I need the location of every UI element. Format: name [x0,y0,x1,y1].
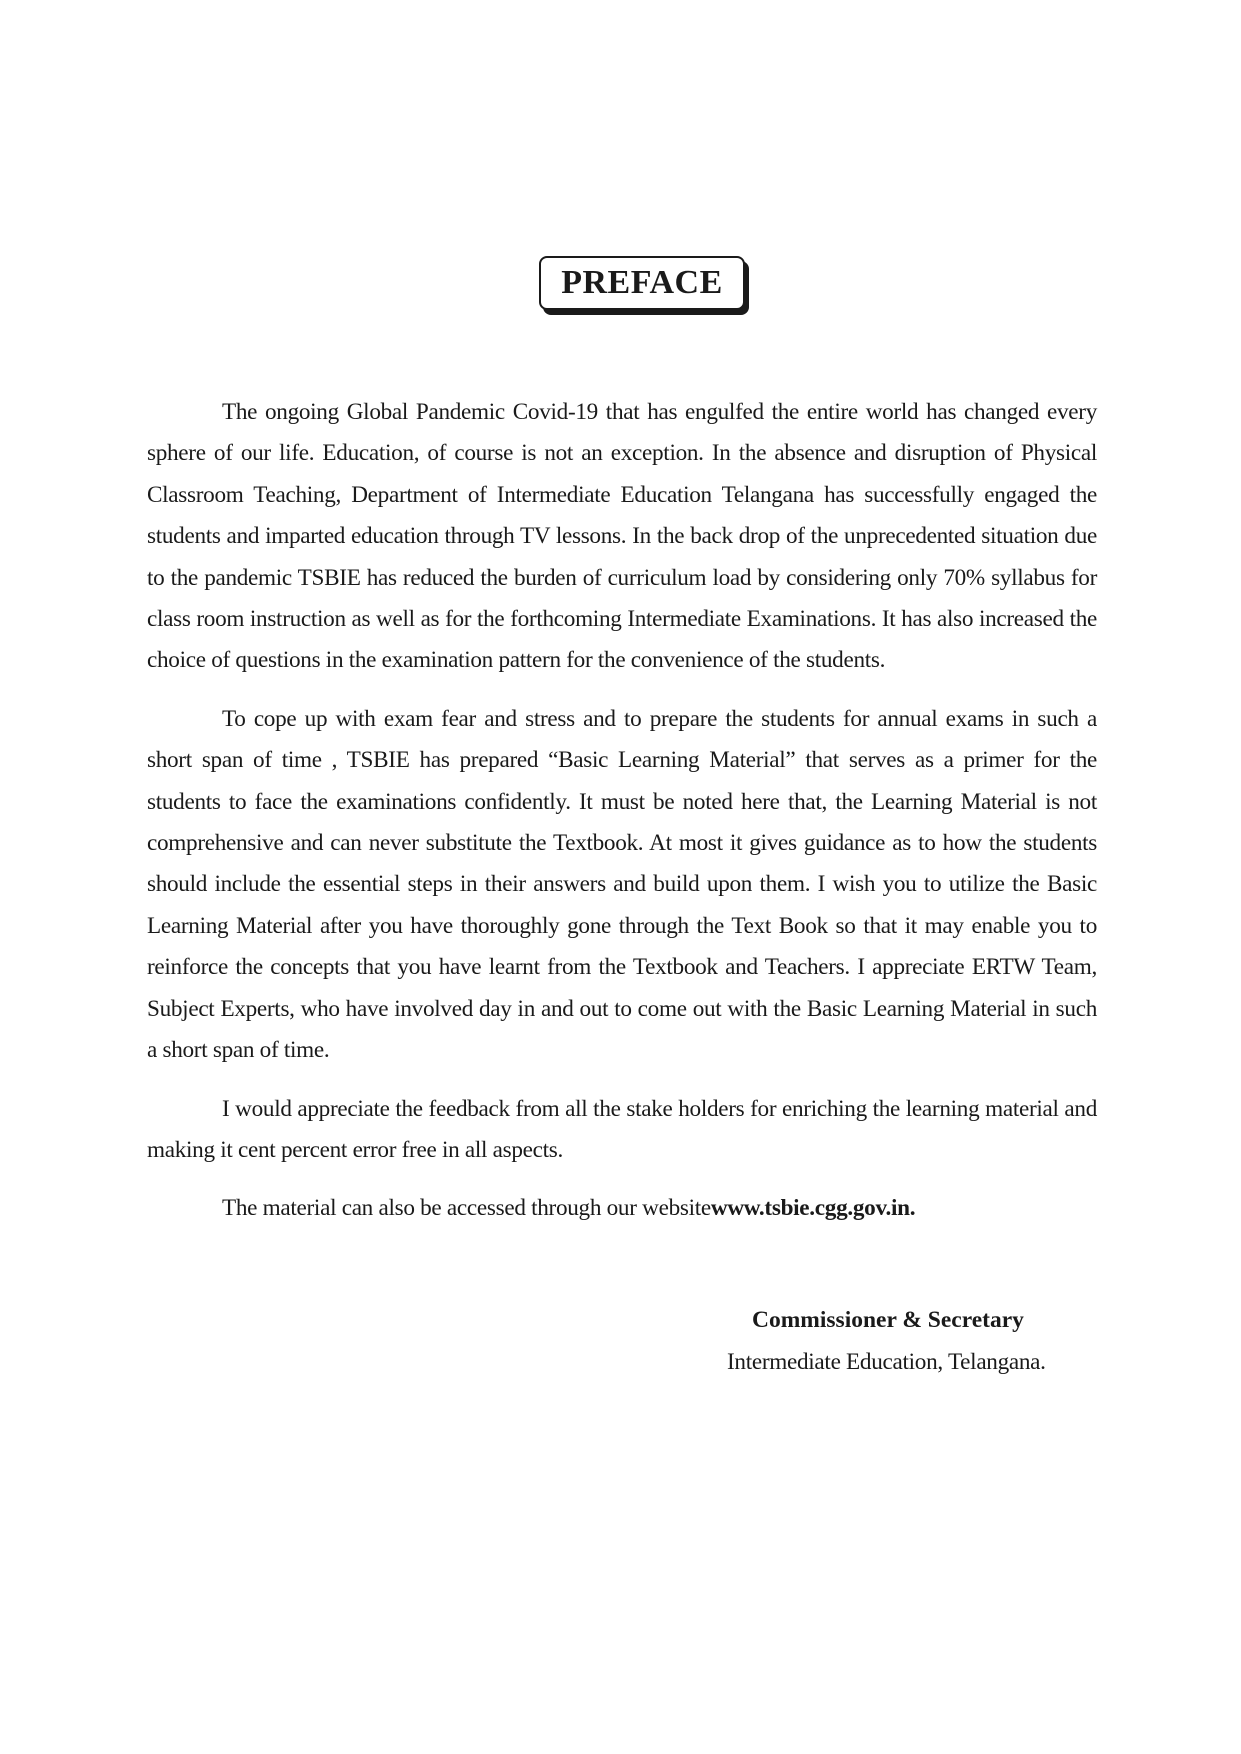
paragraph-feedback: I would appreciate the feedback from all the stake holders for enriching the learning material and making it cent percent error free in all aspects. [147,1095,1097,1163]
preface-body [147,392,1097,1247]
signature-title: Commissioner & Secretary [752,1307,1024,1333]
preface-title-box [539,256,745,310]
paragraph-learning-material: To cope up with exam fear and stress and to prepare the students for annual exams in such a short span of time , TSBIE has prepared “Basic Learning Material” that serves as a primer for the students to face the examinations confidently. It must be noted here that, the Learning Material is not comprehensive and can never substitute the Textbook. At most it gives guidance as to how the students should include the essential steps in their answers and build upon them. I wish you to utilize the Basic Learning Material after you have thoroughly gone through the Text Book so that it may enable you to reinforce the concepts that you have learnt from the Textbook and Teachers. I appreciate ERTW Team, Subject Experts, who have involved day in and out to come out with the Basic Learning Material in such a short span of time. [147,705,1097,1064]
paragraph-pandemic: The ongoing Global Pandemic Covid-19 that has engulfed the entire world has changed every sphere of our life. Education, of course is not an exception. In the absence and disruption of Physical Classroom Teaching, Department of Intermediate Education Telangana has successfully engaged the students and imparted education through TV lessons. In the back drop of the unprecedented situation due to the pandemic TSBIE has reduced the burden of curriculum load by considering only 70% syllabus for class room instruction as well as for the forthcoming Intermediate Examinations. It has also increased the choice of questions in the examination pattern for the convenience of the students. [147,399,1097,674]
website-lead-text: The material can also be accessed through our website [222,1195,711,1222]
preface-title: PREFACE [561,264,723,301]
paragraph-website [147,1188,1097,1229]
signature-organization: Intermediate Education, Telangana. [727,1349,1046,1375]
website-link[interactable]: www.tsbie.cgg.gov.in. [710,1195,916,1222]
